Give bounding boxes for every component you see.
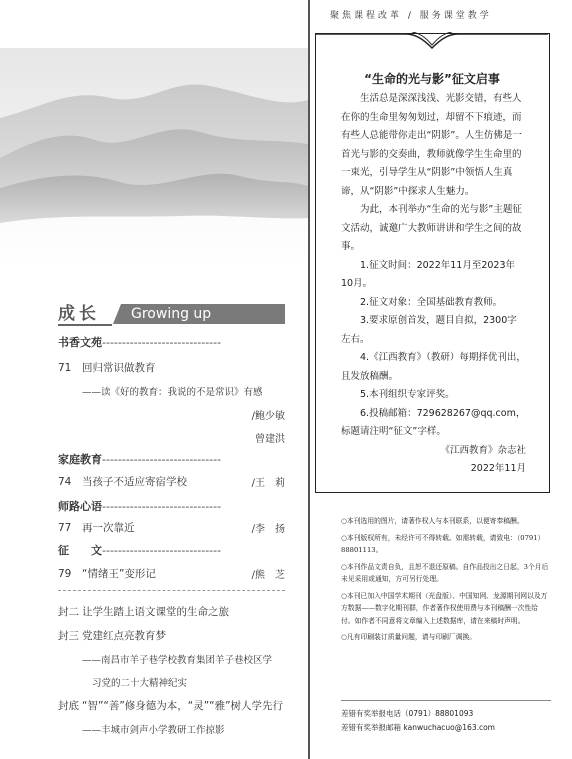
notice-title: “生命的光与影”征文启事 [364,72,500,86]
toc-author: /熊 芝 [251,570,285,581]
notice-paragraph: 5.本刊组织专家评奖。 [360,389,455,400]
publication-notes [341,515,551,648]
notice-paragraph: 3.要求原创首发，题目自拟，2300字左右。 [341,315,517,345]
toc-separator [58,590,285,591]
notice-paragraph: 4.《江西教育》（教研）每期择优刊出，且发放稿酬。 [341,352,526,382]
notice-paragraph: 生活总是深深浅浅、光影交错，有些人在你的生命里匆匆划过，却留不下痕迹，而有些人总能带你走出“阴影”。人生仿佛是一首光与影的交奏曲，教师就像学生生命里的一束光，引导学生从“阴影”中领悟人生真谛，从“阴影”中探求人生魅力。 [341,93,522,197]
toc-entry[interactable]: 77 再一次靠近 [58,522,135,534]
section-shuxiang: 书香文苑------------------------------ [58,336,222,349]
report-email[interactable]: 差错有奖举报邮箱 kanwuchacuo@163.com [341,723,495,732]
toc-author: /李 扬 [251,524,285,535]
report-phone: 差错有奖举报电话（0791）88801093 [341,709,474,718]
section-zhengwen: 征 文------------------------------ [58,544,222,557]
toc-entry[interactable]: 封二 让学生踏上语文课堂的生命之旅 [58,606,229,618]
toc-entry[interactable]: 74 当孩子不适应寄宿学校 [58,476,187,488]
notice-box [315,33,550,493]
note-item: ○本刊版权所有，未经许可不得转载。如需转载，请致电：（0791）88801113。 [341,533,545,554]
toc-author: /王 莉 [251,478,285,489]
page-divider [308,0,310,759]
header-tagline: 聚焦课程改革 / 服务课堂教学 [330,11,492,21]
column-title-zh: 成长 [58,303,120,325]
note-item: ○本刊选用的图片，请著作权人与本刊联系，以便寄奉稿酬。 [341,517,524,525]
toc-entry[interactable]: 71 回归常识做教育 [58,362,156,374]
toc-entry[interactable]: 79 “情绪王”变形记 [58,568,156,580]
error-report-contact [341,700,551,735]
notice-signature: 《江西教育》杂志社 [440,444,526,456]
toc-subtitle: ——南昌市羊子巷学校教育集团羊子巷校区学 [82,655,273,666]
toc-author: /鲍少敏 [251,411,285,422]
notice-body [341,90,526,479]
toc-author: 曾建洪 [255,434,285,445]
toc-subtitle: ——丰城市剑声小学教研工作掠影 [82,725,225,736]
open-book-icon [316,32,548,52]
notice-paragraph: 2.征文对象：全国基础教育教师。 [360,296,503,308]
section-jiating: 家庭教育------------------------------ [58,453,222,466]
toc-subtitle: 习党的二十大精神纪实 [92,678,188,689]
blank-area [0,0,308,48]
toc-subtitle: ——读《好的教育：我说的不是常识》有感 [82,387,263,398]
column-header [58,303,285,325]
notice-date: 2022年11月 [470,463,526,474]
note-item: ○本刊已加入中国学术期刊（光盘版）、中国知网、龙源期刊网以及万方数据——数字化期刊群，作者著作权使用费与本刊稿酬一次性给付。如作者不同意将文章编入上述数据库，请在来稿时声明。 [341,591,548,625]
report-separator [341,700,551,701]
toc-entry[interactable]: 封底 “智”“善”修身德为本，“灵”“雅”树人学先行 [58,700,284,712]
notice-paragraph: 1.征文时间：2022年11月至2023年10月。 [341,259,516,289]
toc-entry[interactable]: 封三 党建红点亮教育梦 [58,630,166,642]
ink-landscape-image [0,48,308,260]
column-title-en: Growing up [121,304,285,324]
note-item: ○凡有印刷装订质量问题，请与印刷厂调换。 [341,633,477,641]
note-item: ○本刊作品文责自负，且恕不退还原稿。自作品投出之日起，3个月后未见采用或通知，方可另行处理。 [341,562,549,583]
notice-paragraph: 6.投稿邮箱：729628267@qq.com，标题请注明“征文”字样。 [341,407,526,437]
section-shilu: 师路心语------------------------------ [58,500,222,513]
notice-paragraph: 为此，本刊举办“生命的光与影”主题征文活动，诚邀广大教师讲讲和学生之间的故事。 [341,204,522,252]
